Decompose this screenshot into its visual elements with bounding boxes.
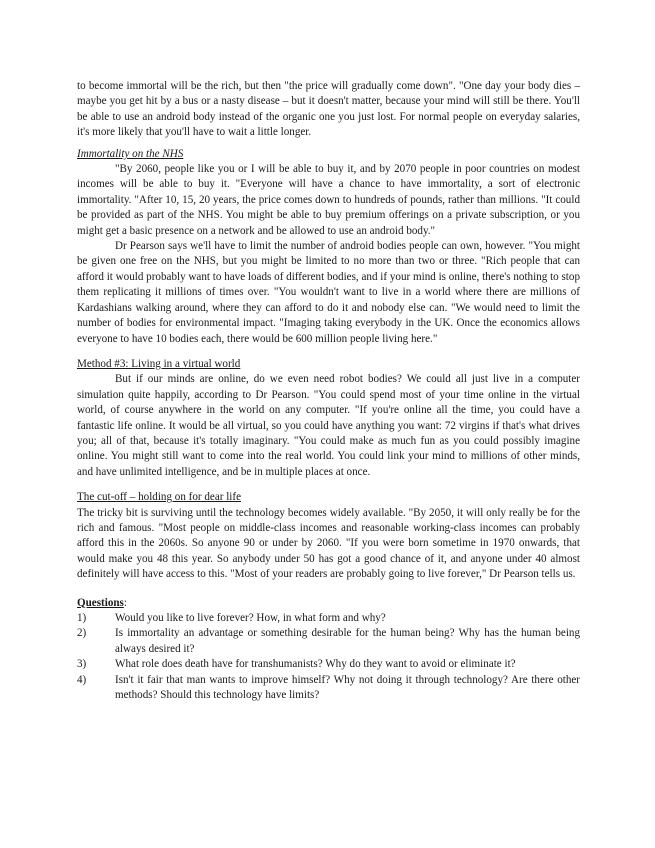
document-body — [77, 79, 580, 703]
question-number: 4) — [77, 673, 87, 686]
question-number: 3) — [77, 658, 87, 671]
questions-heading — [77, 596, 580, 611]
questions-heading-text: Questions — [77, 596, 124, 609]
nhs-paragraph-2: Dr Pearson says we'll have to limit the number of android bodies people can own, however. "You might be given one free on the NHS, but you might be limited to no more than two or three. "Rich people that can afford it would probably want to have loads of different bodies, and if your mind is online, there's nothing to stop them replicating it millions of times over. "You wouldn't want to live in a world where there are millions of Kardashians walking around, where they can afford to do it and nobody else can. "We would need to limit the number of bodies for environmental impact. "Imaging taking everybody in the UK. Once the economics allows everyone to have 10 bodies each, there would be 600 million people living here." — [77, 240, 580, 345]
question-item — [77, 657, 580, 672]
question-number: 2) — [77, 627, 87, 640]
question-item — [77, 626, 580, 657]
question-text: Is immortality an advantage or something desirable for the human being? Why has the human being always desired it? — [115, 627, 580, 655]
question-text: Would you like to live forever? How, in what form and why? — [115, 612, 386, 624]
opening-paragraph: to become immortal will be the rich, but then "the price will gradually come down". "One day your body dies – maybe you get hit by a bus or a nasty disease – but it doesn't matter, because your mind will still be there. You'll be able to use an android body instead of the organic one you just lost. For normal people on everyday salaries, it's more likely that you'll have to wait a little longer. — [77, 80, 580, 139]
questions-heading-colon: : — [123, 596, 127, 609]
question-text: What role does death have for transhumanists? Why do they want to avoid or eliminate it? — [115, 658, 516, 671]
question-item — [77, 611, 580, 626]
question-text: Isn't it fair that man wants to improve himself? Why not doing it through technology? Are there other methods? Should this technology have limits? — [115, 673, 580, 702]
virtual-world-paragraph: But if our minds are online, do we even need robot bodies? We could all just live in a computer simulation quite happily, according to Dr Pearson. "You could spend most of your time online in the virtual world, of course anywhere in the world on any computer. "If you're online all the time, you could have a fantastic life online. It would be all virtual, so you could have anything you want: 72 virgins if that's what drives you; all of that, because it's totally imaginary. "You could make as much fun as you could possibly imagine online. You might still want to come into the real world. You could link your mind to millions of other minds, and have unlimited intelligence, and be in multiple places at once. — [77, 373, 580, 478]
section-heading-nhs: Immortality on the NHS — [77, 147, 184, 160]
nhs-paragraph-1: "By 2060, people like you or I will be able to buy it, and by 2070 people in poor countries on modest incomes will be able to buy it. "Everyone will have a chance to have immortality, a sort of electronic immortality. "After 10, 15, 20 years, the price comes down to hundreds of pounds, rather than millions. "It could be provided as part of the NHS. You might be able to buy premium offerings on a private subscription, or you might get a basic presence on a network and be allowed to use an android body." — [77, 163, 580, 237]
question-number: 1) — [77, 612, 87, 624]
question-item — [77, 673, 580, 704]
section-heading-cut-off: The cut-off – holding on for dear life — [77, 491, 241, 504]
cut-off-paragraph: The tricky bit is surviving until the technology becomes widely available. "By 2050, it will only really be for the rich and famous. "Most people on middle-class incomes and reasonable working-class incomes can probably afford this in the 2060s. So anyone 90 or under by 2060. "If you were born sometime in 1970 onwards, that would make you 48 this year. So anybody under 50 has got a good chance of it, and anyone under 40 almost definitely will have access to this. "Most of your readers are probably going to live forever," Dr Pearson tells us. — [77, 506, 580, 581]
questions-list — [77, 611, 580, 703]
section-heading-virtual-world: Method #3: Living in a virtual world — [77, 357, 241, 370]
